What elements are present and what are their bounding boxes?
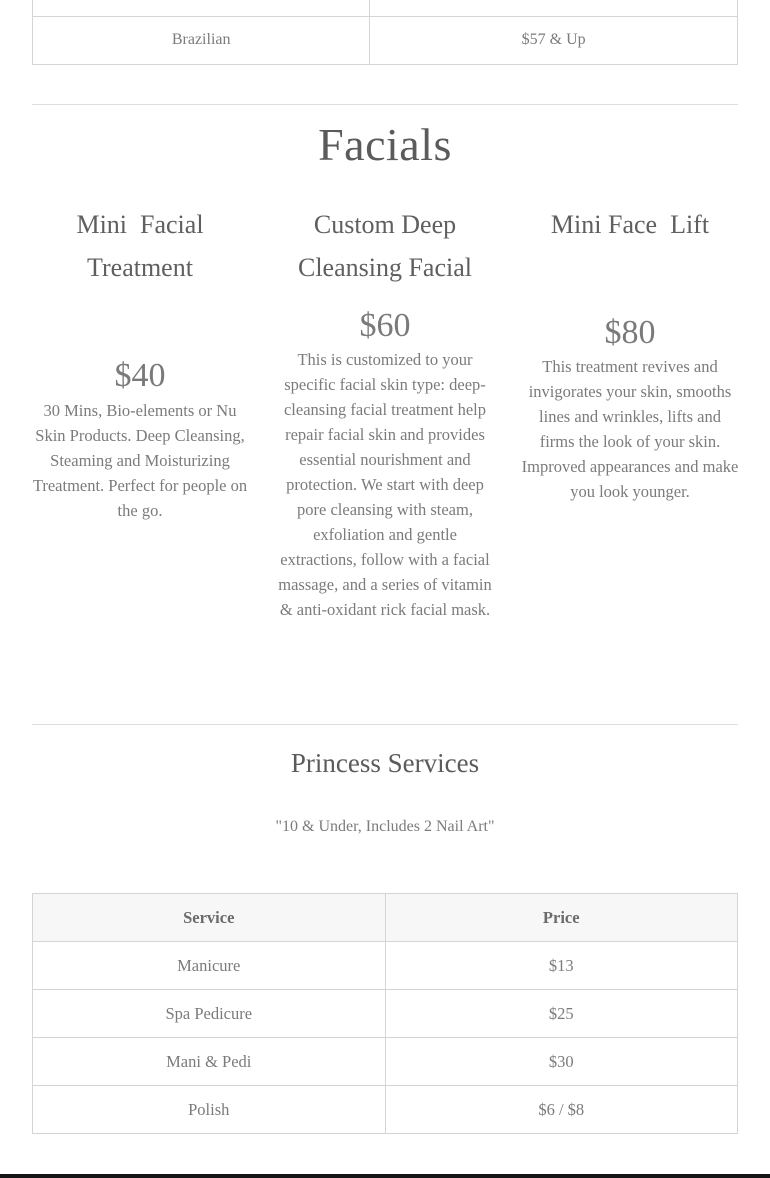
table-row bbox=[33, 16, 738, 64]
service-cell: Spa Pedicure bbox=[33, 990, 386, 1038]
table-header-row bbox=[33, 894, 738, 942]
facial-price: $40 bbox=[114, 357, 166, 394]
price-cell: $30 bbox=[385, 1038, 738, 1086]
facial-description: This is customized to your specific facial skin type: deep-cleansing facial treatment help repair facial skin and provides essential nourishment and protection. We start with deep pore cleansing with steam, exfoliation and gentle extractions, follow with a facial massage, and a series of vitamin & anti-oxidant rick facial mask. bbox=[278, 350, 492, 619]
facial-description: 30 Mins, Bio-elements or Nu Skin Products. Deep Cleansing, Steaming and Moisturizing Treatment. Perfect for people on the go. bbox=[32, 401, 248, 520]
facial-description: This treatment revives and invigorates your skin, smooths lines and wrinkles, lifts and firms the look of your skin. Improved appearances and make you look younger. bbox=[521, 357, 739, 501]
price-column-header: Price bbox=[385, 894, 738, 942]
service-cell bbox=[33, 0, 370, 16]
princess-price-table bbox=[32, 893, 738, 1134]
facial-name: Mini Face Lift bbox=[550, 210, 710, 239]
princess-services-note: "10 & Under, Includes 2 Nail Art" bbox=[275, 818, 495, 835]
price-cell: $6 / $8 bbox=[385, 1086, 738, 1134]
table-row bbox=[33, 0, 738, 16]
section-divider bbox=[32, 724, 738, 725]
service-cell: Brazilian bbox=[33, 16, 370, 64]
service-column-header: Service bbox=[33, 894, 386, 942]
service-cell: Polish bbox=[33, 1086, 386, 1134]
facial-name: Custom Deep Cleansing Facial bbox=[297, 210, 472, 282]
table-row bbox=[33, 1086, 738, 1134]
facial-card-mini-facial bbox=[31, 203, 249, 520]
table-row bbox=[33, 942, 738, 990]
footer-bar bbox=[0, 1174, 770, 1178]
table-row bbox=[33, 990, 738, 1038]
price-cell: $57 & Up bbox=[370, 16, 738, 64]
table-row bbox=[33, 1038, 738, 1086]
waxing-price-table bbox=[32, 0, 738, 65]
facial-card-mini-face-lift bbox=[521, 203, 739, 501]
price-cell: $13 bbox=[385, 942, 738, 990]
facial-card-custom-deep-cleansing bbox=[276, 203, 494, 619]
price-cell: $25 bbox=[385, 990, 738, 1038]
service-cell: Manicure bbox=[33, 942, 386, 990]
facial-price: $60 bbox=[359, 307, 411, 344]
service-cell: Mani & Pedi bbox=[33, 1038, 386, 1086]
price-cell bbox=[370, 0, 738, 16]
section-divider bbox=[32, 104, 738, 105]
princess-services-title: Princess Services bbox=[290, 748, 480, 778]
facials-title: Facials bbox=[318, 119, 452, 170]
facial-name: Mini Facial Treatment bbox=[76, 210, 204, 282]
facial-price: $80 bbox=[604, 314, 656, 351]
